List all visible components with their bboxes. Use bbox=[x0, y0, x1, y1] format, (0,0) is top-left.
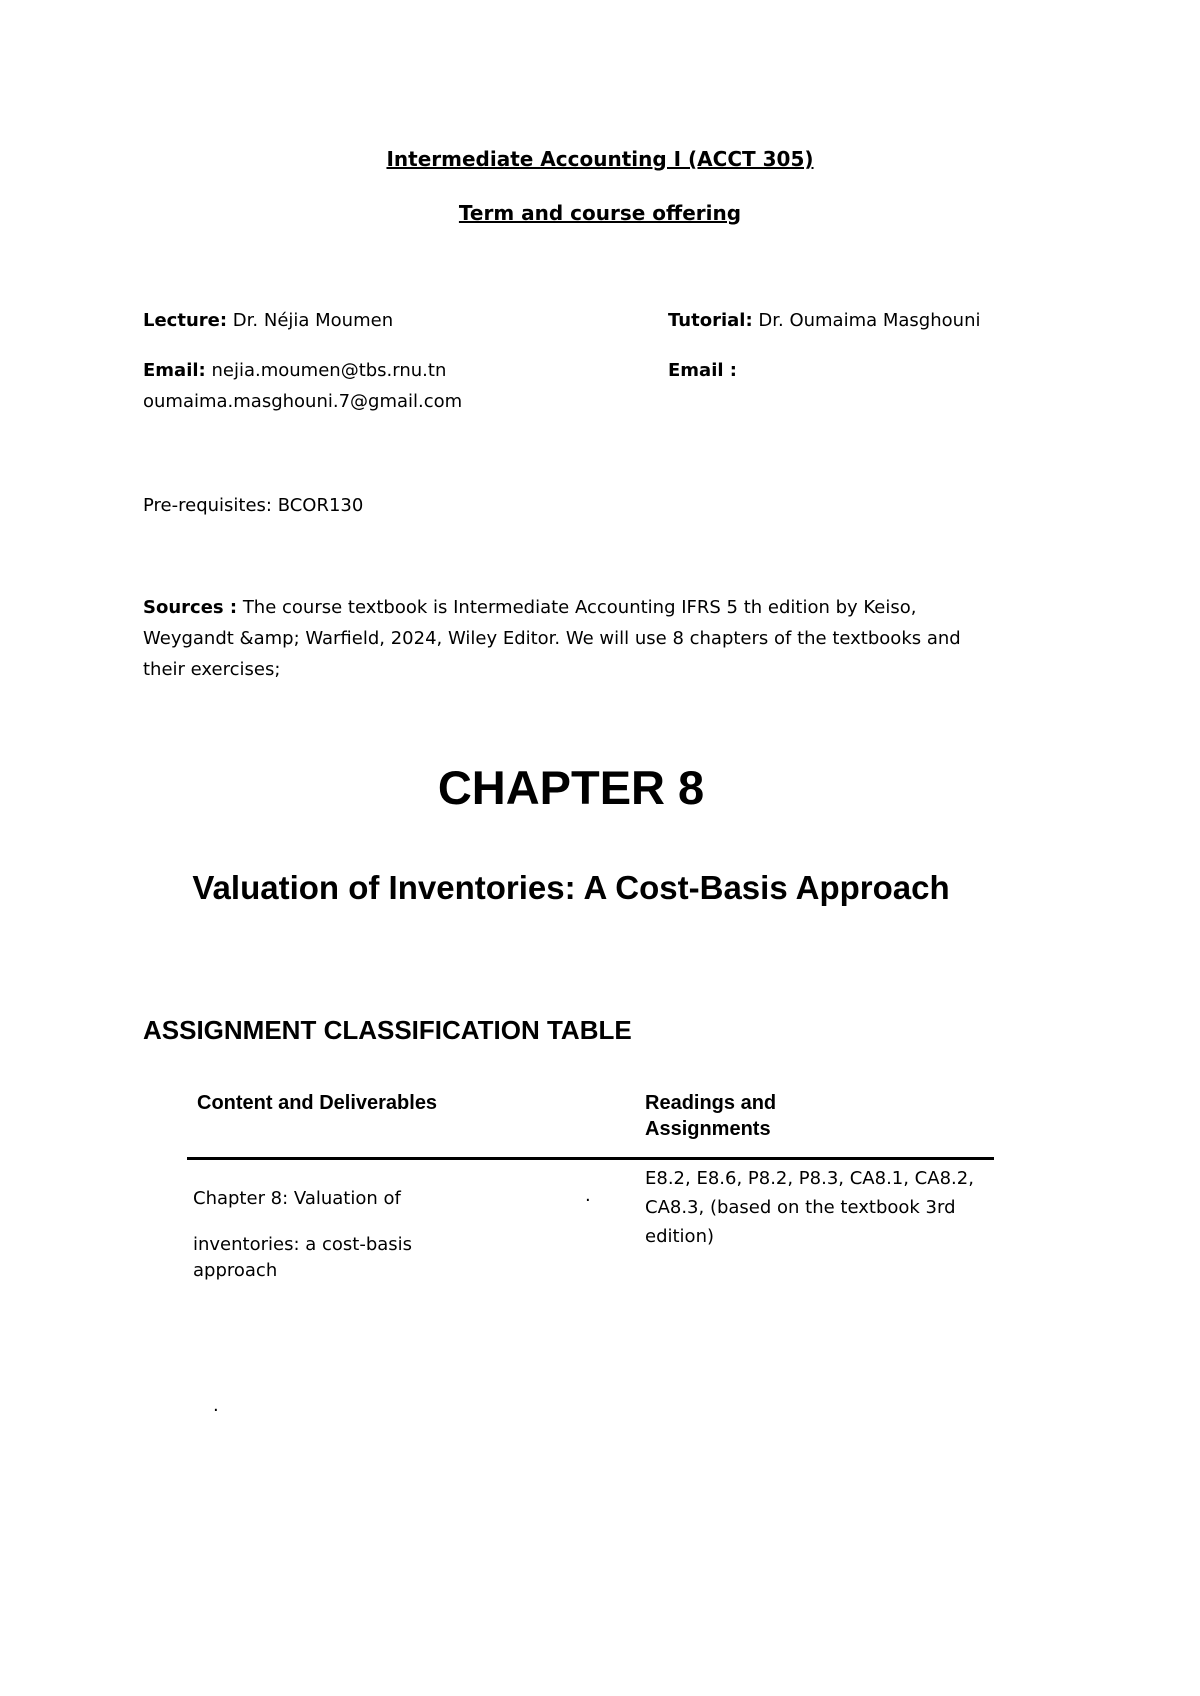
tutorial-label: Tutorial: bbox=[668, 310, 753, 331]
row-readings-line-2: CA8.3, (based on the textbook 3rd bbox=[645, 1197, 956, 1218]
table-header-rule bbox=[187, 1157, 994, 1160]
row-readings bbox=[645, 1164, 974, 1251]
chapter-subtitle: Valuation of Inventories: A Cost-Basis Approach bbox=[192, 869, 950, 906]
row-content-line-3: approach bbox=[193, 1260, 278, 1281]
second-email[interactable]: oumaima.masghouni.7@gmail.com bbox=[143, 391, 463, 412]
row-separator-dot: · bbox=[585, 1190, 591, 1211]
sources-label: Sources : bbox=[143, 597, 238, 618]
col-header-content: Content and Deliverables bbox=[197, 1092, 438, 1114]
row-content-rest bbox=[193, 1232, 412, 1284]
col-header-readings-line-1: Readings and bbox=[645, 1092, 777, 1114]
assignment-table-title: ASSIGNMENT CLASSIFICATION TABLE bbox=[143, 1015, 632, 1045]
lecture-name: Dr. Néjia Moumen bbox=[232, 310, 394, 331]
chapter-title: CHAPTER 8 bbox=[437, 761, 705, 814]
col-header-readings bbox=[645, 1090, 776, 1142]
course-title: Intermediate Accounting I (ACCT 305) bbox=[386, 147, 814, 171]
lecture-label: Lecture: bbox=[143, 310, 228, 331]
row-readings-line-1: E8.2, E8.6, P8.2, P8.3, CA8.1, CA8.2, bbox=[645, 1168, 974, 1189]
sources-line-1 bbox=[143, 592, 1023, 623]
sources-text-1: The course textbook is Intermediate Accounting IFRS 5 th edition by Keiso, bbox=[242, 597, 917, 618]
row-content-line-2: inventories: a cost-basis bbox=[193, 1234, 413, 1255]
term-line: Term and course offering bbox=[458, 201, 742, 225]
lecture-line bbox=[143, 305, 393, 336]
tutorial-email-label: Email : bbox=[668, 360, 738, 381]
sources-line-3: their exercises; bbox=[143, 659, 281, 680]
tutorial-name: Dr. Oumaima Masghouni bbox=[758, 310, 981, 331]
row-content-line-1: Chapter 8: Valuation of bbox=[193, 1188, 401, 1209]
lecture-email-label: Email: bbox=[143, 360, 206, 381]
tutorial-line bbox=[668, 305, 980, 336]
trailing-mark: · bbox=[213, 1400, 219, 1421]
row-readings-line-3: edition) bbox=[645, 1226, 715, 1247]
sources-paragraph bbox=[143, 592, 1023, 685]
lecture-email[interactable]: nejia.moumen@tbs.rnu.tn bbox=[211, 360, 447, 381]
col-header-readings-line-2: Assignments bbox=[645, 1118, 771, 1140]
sources-line-2: Weygandt &amp; Warfield, 2024, Wiley Editor. We will use 8 chapters of the textbooks and bbox=[143, 628, 961, 649]
lecture-email-line bbox=[143, 355, 446, 386]
prerequisites: Pre-requisites: BCOR130 bbox=[143, 495, 364, 516]
